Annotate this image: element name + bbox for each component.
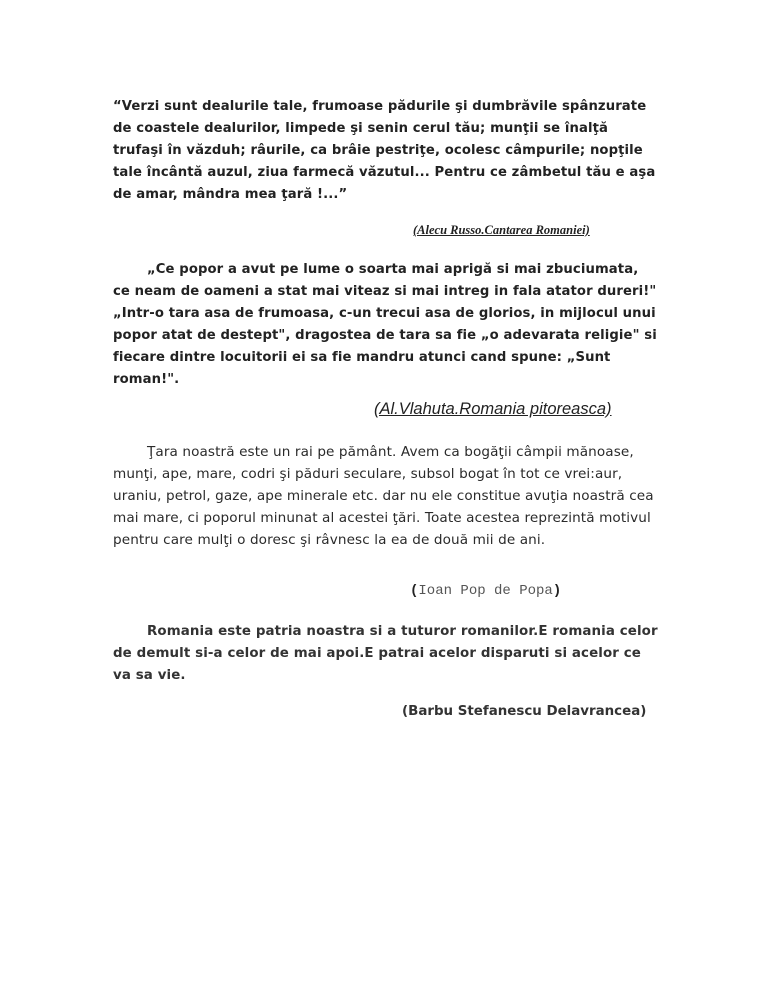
attribution-russo: (Alecu Russo.Cantarea Romaniei) xyxy=(413,223,590,237)
quote-delavrancea: Romania este patria noastra si a tuturor romanilor.E romania celor de demult si-a celor de mai apoi.E patrai acelor disparuti si acelor ce va sa vie. xyxy=(113,624,658,683)
attribution-delavrancea: (Barbu Stefanescu Delavrancea) xyxy=(402,704,647,719)
quote-vlahuta: „Ce popor a avut pe lume o soarta mai aprigă si mai zbuciumata, ce neam de oameni a stat mai viteaz si mai intreg in fala atator dureri!" „Intr-o tara asa de frumoasa, c-un trecui asa de glorios, in mijlocul unui popor atat de destept", dragostea de tara sa fie „o adevarata religie" si fiecare dintre locuitorii ei sa fie mandru atunci cand spune: „Sunt roman!". xyxy=(113,262,657,387)
attribution-name: Ioan Pop de Popa xyxy=(418,583,553,599)
quote-pop-de-popa: Ţara noastră este un rai pe pământ. Avem ca bogăţii câmpii mănoase, munţi, ape, mare, codri şi păduri seculare, subsol bogat în tot ce vrei:aur, uraniu, petrol, gaze, ape minerale etc. dar nu ele constitue avuţia noastră cea mai mare, ci poporul minunat al acestei ţări. Toate acestea reprezintă motivul pentru care mulţi o doresc şi râvnesc la ea de două mii de ani. xyxy=(113,444,654,548)
attribution-vlahuta: (Al.Vlahuta.Romania pitoreasca) xyxy=(374,400,612,418)
quote-russo: “Verzi sunt dealurile tale, frumoase pădurile şi dumbrăvile spânzurate de coastele dealurilor, limpede şi senin cerul tău; munţii se înalţă trufaşi în văzduh; râurile, ca brâie pestriţe, ocolesc câmpurile; nopţile tale încântă auzul, ziua farmecă văzutul... Pentru ce zâmbetul tău e aşa de amar, mândra mea ţară !...” xyxy=(113,99,656,202)
attribution-pop-de-popa xyxy=(410,583,561,599)
attribution-close-paren: ) xyxy=(552,583,562,599)
attribution-open-paren: ( xyxy=(410,583,419,599)
